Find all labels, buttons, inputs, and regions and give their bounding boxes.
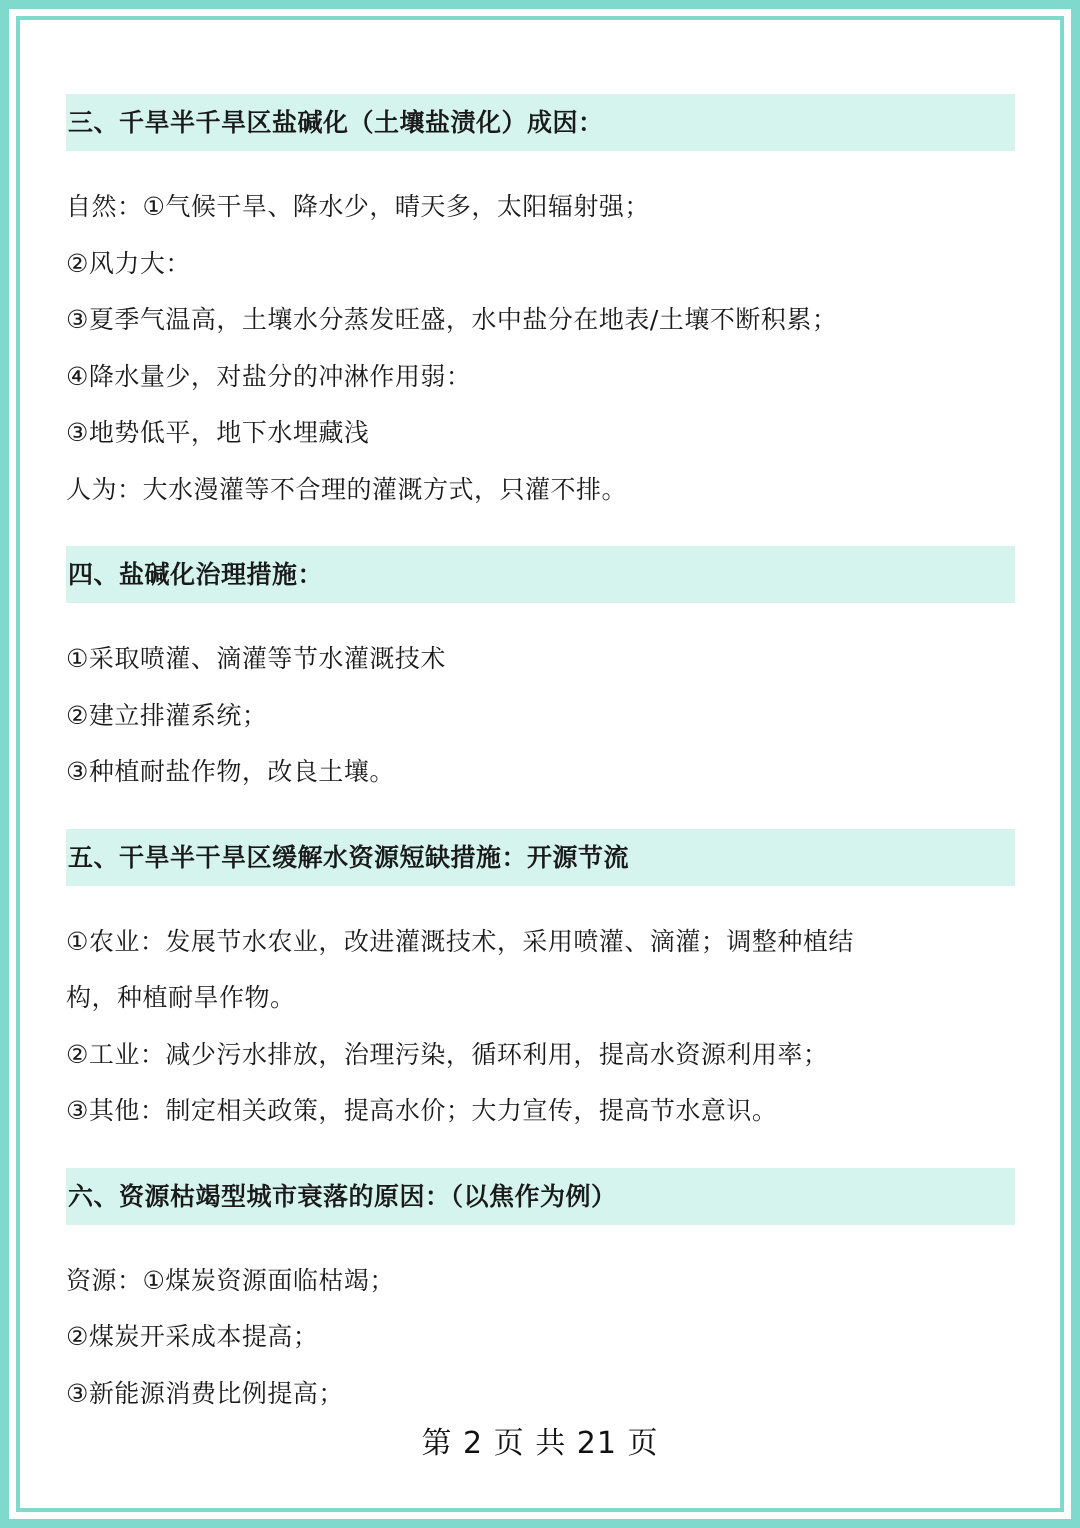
section-heading: 六、资源枯竭型城市衰落的原因：（以焦作为例） bbox=[66, 1168, 1015, 1225]
paragraph-line: ②风力大： bbox=[66, 248, 191, 278]
paragraph-line: ③新能源消费比例提高； bbox=[66, 1378, 344, 1408]
paragraph-line: 构，种植耐旱作物。 bbox=[66, 983, 296, 1012]
paragraph-line: 资源：①煤炭资源面临枯竭； bbox=[66, 1265, 395, 1295]
paragraph-line: 人为：大水漫灌等不合理的灌溉方式，只灌不排。 bbox=[66, 474, 628, 504]
paragraph-line: ③种植耐盐作物，改良土壤。 bbox=[66, 757, 395, 786]
paragraph-line: ③其他：制定相关政策，提高水价；大力宣传，提高节水意识。 bbox=[66, 1096, 778, 1125]
page-number: 第 2 页 共 21 页 bbox=[421, 1426, 659, 1461]
paragraph-line: ②建立排灌系统； bbox=[66, 700, 268, 730]
paragraph-line: ③地势低平，地下水埋藏浅 bbox=[66, 418, 370, 447]
paragraph-line: ①农业：发展节水农业，改进灌溉技术，采用喷灌、滴灌；调整种植结 bbox=[66, 926, 854, 956]
section-heading: 四、盐碱化治理措施： bbox=[66, 546, 1015, 603]
paragraph-line: ④降水量少，对盐分的冲淋作用弱： bbox=[66, 361, 472, 391]
paragraph-line: ②工业：减少污水排放，治理污染，循环利用，提高水资源利用率； bbox=[66, 1039, 829, 1069]
section-heading: 三、千旱半千旱区盐碱化（土壤盐渍化）成因： bbox=[66, 94, 1015, 151]
paragraph-line: ①采取喷灌、滴灌等节水灌溉技术 bbox=[66, 644, 446, 673]
paragraph-line: 自然：①气候干旱、降水少，晴天多，太阳辐射强； bbox=[66, 192, 650, 221]
section-heading: 五、干旱半干旱区缓解水资源短缺措施：开源节流 bbox=[66, 829, 1015, 886]
paragraph-line: ②煤炭开采成本提高； bbox=[66, 1322, 319, 1351]
paragraph-line: ③夏季气温高，土壤水分蒸发旺盛，水中盐分在地表/土壤不断积累； bbox=[66, 305, 838, 334]
document-body bbox=[66, 94, 1015, 1422]
